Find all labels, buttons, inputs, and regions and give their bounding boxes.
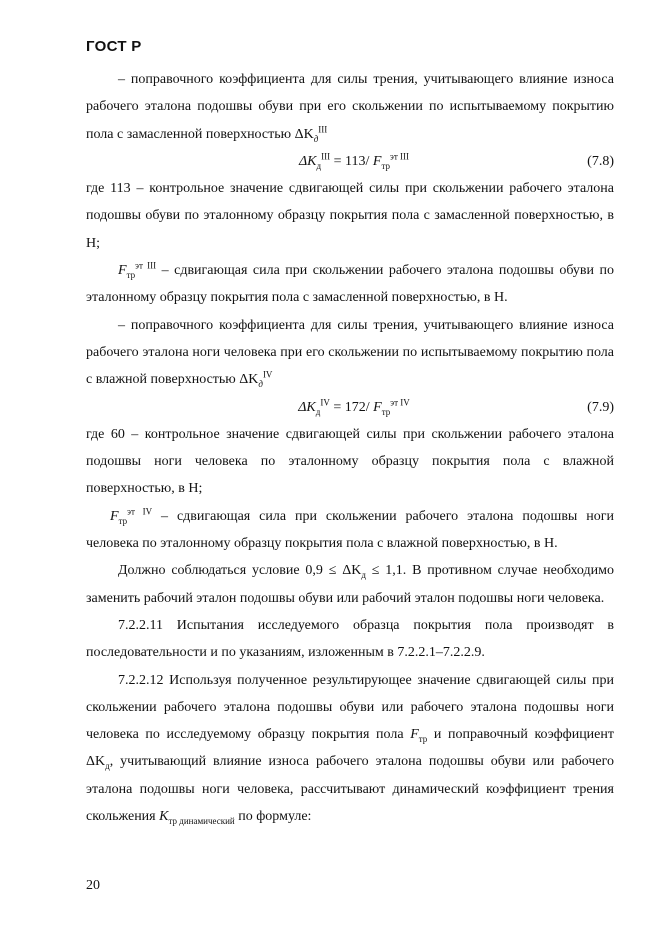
text: – поправочного коэффициента для силы трения, учитывающего влияние износа рабочего эталона подошвы обуви при его скольжении по испытываемому покрытию пола с замасленной поверхностью ΔK <box>86 72 614 142</box>
formula-lhs: ΔK <box>298 399 316 415</box>
sub: тр <box>118 515 128 526</box>
sup: эт III <box>389 151 410 162</box>
formula-mid: = 113/ <box>330 153 373 169</box>
formula-k: K <box>159 809 169 825</box>
formula-7-8 <box>86 148 614 175</box>
sub: д <box>258 379 263 390</box>
formula-f: F <box>110 508 119 524</box>
sup: эт IV <box>390 396 410 407</box>
sup: IV <box>262 369 273 380</box>
sup: III <box>318 123 328 134</box>
text: , учитывающий влияние износа рабочего эталона подошвы обуви или рабочего эталона подошвы ноги человека, рассчитывают динамический коэффициент трения скольжения <box>86 754 614 825</box>
paragraph-f-def-wet <box>86 503 614 558</box>
sub: д <box>361 570 366 581</box>
sup: эт IV <box>127 506 153 517</box>
paragraph-where-60: где 60 – контрольное значение сдвигающей силы при скольжении рабочего эталона подошвы ноги человека по эталонному образцу покрытия пола с влажной поверхностью, в Н; <box>86 426 614 497</box>
sub: д <box>315 406 321 417</box>
paragraph-correction-oiled <box>86 66 614 148</box>
paragraph-where-113: где 113 – контрольное значение сдвигающей силы при скольжении рабочего эталона подошвы обуви по эталонному образцу покрытия пола с замасленной поверхностью, в Н; <box>86 181 614 251</box>
paragraph-7-2-2-11: 7.2.2.11 Испытания исследуемого образца покрытия пола производят в последовательности и по указаниям, изложенным в 7.2.2.1–7.2.2.9. <box>86 617 614 661</box>
text: по формуле: <box>234 809 312 825</box>
formula-f: F <box>118 263 127 279</box>
sub: тр <box>381 160 390 171</box>
sup: эт III <box>135 260 157 271</box>
formula-number: (7.9) <box>587 399 614 415</box>
text: – сдвигающая сила при скольжении рабочего эталона подошвы обуви по эталонному образцу покрытия пола с замасленной поверхностью, в Н. <box>86 263 614 306</box>
formula-f: F <box>372 153 382 169</box>
paragraph-f-def-oiled <box>86 257 614 312</box>
text: и поправочный коэффициент ΔK <box>86 727 614 770</box>
formula-mid: = 172/ <box>329 399 374 415</box>
sub: д <box>316 160 322 171</box>
sub: тр динамический <box>168 815 235 826</box>
formula-lhs: ΔK <box>298 153 317 169</box>
formula-number: (7.8) <box>587 153 614 169</box>
sub: тр <box>126 269 136 280</box>
page-number: 20 <box>86 878 100 893</box>
paragraph-7-2-2-12 <box>86 667 614 831</box>
formula-f: F <box>373 399 382 415</box>
sub: тр <box>418 733 428 744</box>
sup: III <box>321 151 331 162</box>
sub: тр <box>381 406 391 417</box>
text: 7.2.2.12 Используя полученное результирующее значение сдвигающей силы при скольжении рабочего эталона подошвы обуви или рабочего эталона подошвы ноги человека по исследуемому образцу покрытия пола <box>86 672 614 743</box>
sub: д <box>105 761 110 772</box>
page-header: ГОСТ Р <box>86 38 142 55</box>
sub: д <box>313 133 319 144</box>
formula-7-9 <box>86 394 614 421</box>
text: – поправочного коэффициента для силы трения, учитывающего влияние износа рабочего эталона ноги человека при его скольжении по испытываемому покрытию пола с влажной поверхностью ΔK <box>86 317 614 388</box>
formula-f: F <box>410 727 419 743</box>
text: – сдвигающая сила при скольжении рабочего эталона подошвы ноги человека по эталонному образцу покрытия пола с влажной поверхностью, в Н. <box>86 508 614 552</box>
page-body <box>86 66 614 830</box>
paragraph-condition <box>86 557 614 612</box>
paragraph-correction-wet <box>86 312 614 394</box>
text: ≤ 1,1. В противном случае необходимо заменить рабочий эталон подошвы обуви или рабочий эталон подошвы ноги человека. <box>86 563 614 606</box>
sup: IV <box>320 396 330 407</box>
text: Должно соблюдаться условие 0,9 ≤ ΔK <box>118 563 362 579</box>
